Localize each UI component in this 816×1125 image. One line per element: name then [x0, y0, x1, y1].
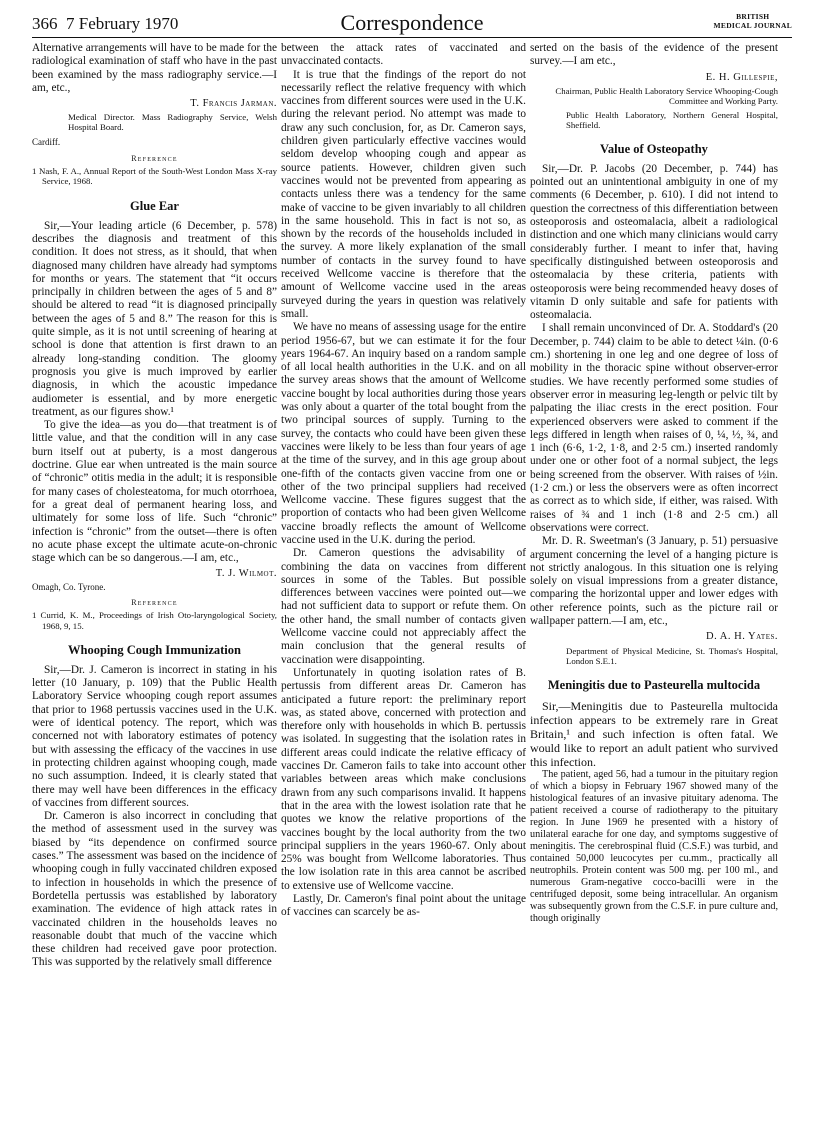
paragraph: serted on the basis of the evidence of the present survey.—I am etc., — [530, 42, 778, 68]
paragraph: It is true that the findings of the report do not necessarily reflect the relative frequency with which vaccines from different sources were used in the U.K. during the relevant period. No attempt was made to draw any such conclusion, for, as Dr. Cameron says, children given particularly effective vaccines would seldom develop whooping cough and appear as source patients. However, children given such vaccines would not be prevented from appearing as contacts unless there was a tendency for the same make of vaccine to be given invariably to all children in the same household. This in fact is not so, as shown by the records of the households included in the survey. A more likely explanation of the small number of contacts in the survey found to have received Wellcome vaccine is therefore that the amount of Wellcome vaccine used in the areas surveyed during the years in question was relatively small. — [281, 68, 526, 320]
journal-name: BRITISH MEDICAL JOURNAL — [713, 12, 792, 30]
page-number-and-date: 366 7 February 1970 — [32, 14, 179, 33]
column-3 — [530, 42, 778, 925]
paragraph: Sir,—Dr. P. Jacobs (20 December, p. 744) has pointed out an unintentional ambiguity in one of my comments (6 December, p. 610). I did not intend to question the correctness of this differentiation between osteoporosis and osteomalacia, albeit a radiological distinction and one which many clinicians would carry considerably further. I meant to infer that, having specifically distinguished between osteoporosis and osteomalacia by these criteria, patients with osteoporosis were being recommended heavy doses of vitamin D only suitable and safe for patients with osteomalacia. — [530, 162, 778, 322]
page-header — [32, 6, 792, 34]
column-1 — [32, 42, 277, 970]
paragraph: I shall remain unconvinced of Dr. A. Stoddard's (20 December, p. 744) claim to be able to detect ¼in. (0·6 cm.) shortening in one leg and one degree of loss of mobility in the thoracic spine without observer-error studies. We have recently performed some studies of observer error in measuring leg-length or pelvic tilt by palpating the iliac crests in the erect position. Four experienced observers were asked to comment if the legs differed in length when raises of 0, ¼, ½, ¾, and 1 inch (6·6, 1·2, 1·8, and 2·5 cm.) inserted randomly under one or other foot of a normal subject, the legs being screened from the observer. With raises of ½in. (1·2 cm.) or less the observers were as often incorrect as correct as to which side, if either, was raised. With raises of ¾ and 1 inch (1·8 and 2·5 cm.) all observations were correct. — [530, 322, 778, 534]
paragraph: To give the idea—as you do—that treatment is of little value, and that the condition will in any case burn itself out at puberty, is a most dangerous doctrine. Glue ear when untreated is the main source of “chronic” otitis media in the adult; it is responsible for many cases of cholesteatoma, for much otorrhoea, for a great deal of permanent hearing loss, and ultimately for some loss of life. Such “chronic” infection is “chronic” from the outset—there is often no acute phase except the ultimate acute-on-chronic stage which can be so dangerous.—I am, etc., — [32, 419, 277, 565]
paragraph: Sir,—Your leading article (6 December, p. 578) describes the diagnosis and treatment of this condition. It does not stress, as it should, that when diagnosed many children have already had symptoms for months or years. The statement that “it occurs principally in children between the ages of 5 and 8” should be altered to read “it is diagnosed principally between the ages of 5 and 8.” The reason for this is quite simple, as it is not until screening of hearing at school is done that attention is first drawn to an already long-standing condition. The gloomy prognosis you give is much improved by earlier diagnosis, in which the acoustic impedance audiometer is essential, and by more energetic treatment, as our figures show.¹ — [32, 219, 277, 418]
header-rule — [32, 37, 792, 38]
paragraph: The patient, aged 56, had a tumour in the pituitary region of which a biopsy in February 1967 showed many of the histological features of an invasive pituitary adenoma. The patient received a course of radiotherapy to the pituitary region. In June 1969 he presented with a history of unilateral earache for one day, and symptoms suggestive of meningitis. The cerebrospinal fluid (C.S.F.) was turbid, and contained 50,000 leucocytes per cu.mm., practically all neutrophils. Protein content was 500 mg. per 100 ml., and numerous Gram-negative cocco-bacilli were in the centrifuged deposit, some being intracellular. An organism was subsequently grown from the C.S.F. in pure culture and, though originally — [530, 768, 778, 924]
paragraph: Sir,—Dr. J. Cameron is incorrect in stating in his letter (10 January, p. 109) that the Public Health Laboratory Service whooping cough report assumes that prior to 1968 pertussis vaccines used in the U.K. were of identical potency. The report, which was concerned not with laboratory estimates of potency but with assessing the efficacy of the vaccines in use in protecting children against whooping cough, made no such assumption. Indeed, it is clearly stated that there may well have been differences in the efficacy of vaccines from different sources. — [32, 663, 277, 809]
reference-heading: Reference — [131, 153, 178, 163]
paragraph: Lastly, Dr. Cameron's final point about the unitage of vaccines can scarcely be as- — [281, 893, 526, 919]
place: Cardiff. — [32, 137, 61, 148]
signature: T. J. Wilmot. — [215, 568, 277, 580]
reference: 1 Nash, F. A., Annual Report of the South-West London Mass X-ray Service, 1968. — [32, 166, 277, 187]
letter-title: Meningitis due to Pasteurella multocida — [547, 677, 761, 692]
affiliation: Medical Director. Mass Radiography Service, Welsh Hospital Board. — [68, 112, 277, 133]
place: Omagh, Co. Tyrone. — [32, 581, 106, 592]
paragraph: Unfortunately in quoting isolation rates of B. pertussis from different areas Dr. Cameron has anticipated a future report: the preliminary report was, as stated above, concerned with protection and therefore only with households in which B. pertussis was isolated. In suggesting that the isolation rates in different areas could indicate the relative efficacy of vaccines Dr. Cameron fails to take into account other variables between areas which make conclusions drawn from any such comparisons invalid. It happens that in the area with the lowest isolation rate that he quotes we know the relative proportions of the vaccines bought by the local authority from the two principal suppliers in the years 1960-67. Only about 25% was bought from Wellcome laboratories. Thus the low isolation rate in this area cannot be ascribed to extensive use of Wellcome vaccine. — [281, 666, 526, 892]
paragraph: Sir,—Meningitis due to Pasteurella multocida infection appears to be extremely rare in Great Britain,¹ and such infection is often fatal. We would like to report an adult patient who survived this infection. — [530, 698, 778, 769]
reference-heading: Reference — [131, 597, 178, 607]
reference: 1 Currid, K. M., Proceedings of Irish Oto-laryngological Society, 1968, 9, 15. — [32, 610, 277, 631]
paragraph: We have no means of assessing usage for the entire period 1956-67, but we can estimate it for the four years 1964-67. An inquiry based on a random sample of all local health authorities in the U.K. and on all the survey areas shows that the amount of Wellcome vaccine bought by local authorities during those years was only about a quarter of the total bought from the two principal sources of supply. Turning to the survey, the contacts who could have been given these vaccines were likely to be less than four years of age at the time of the survey, and in this age group about one-fifth of the contacts given vaccine from one or other of the two principal suppliers had received Wellcome vaccine. These figures suggest that the proportion of contacts who had been given Wellcome vaccine broadly reflects the amount of Wellcome vaccine used in the U.K. during the period. — [281, 321, 526, 546]
signature: T. Francis Jarman. — [190, 98, 277, 110]
paragraph: Dr. Cameron questions the advisability of combining the data on vaccines from different sources in some of the Tables. But possible differences between vaccines were pointed out—we had not sufficient data to support or refute them. On the other hand, the small number of contacts given Wellcome vaccine could not appreciably affect the main conclusion that the general results of vaccination were disappointing. — [281, 547, 526, 666]
section-title: Correspondence — [340, 10, 484, 35]
signature: D. A. H. Yates. — [706, 631, 778, 643]
signature: E. H. Gillespie, — [705, 71, 778, 83]
place: Public Health Laboratory, Northern General Hospital, Sheffield. — [566, 109, 778, 130]
paragraph: Mr. D. R. Sweetman's (3 January, p. 51) persuasive argument concerning the level of a hanging picture is not strictly analogous. In this situation one is relying solely on visual impressions from a greater distance, comparing the horizontal upper and lower edges with other reference points, such as the picture rail or wallpaper pattern.—I am, etc., — [530, 535, 778, 627]
letter-title: Whooping Cough Immunization — [68, 642, 241, 657]
paragraph: between the attack rates of vaccinated and unvaccinated contacts. — [281, 42, 526, 68]
paragraph: Dr. Cameron is also incorrect in concluding that the method of assessment used in the survey was biased by “its dependence on confirmed source cases.” The assessment was based on the incidence of whooping cough in fully vaccinated children exposed to infection in households in which the presence of Bordetella pertussis was established by laboratory examination. The evidence of high attack rates in vaccinated children in the households leaves no reasonable doubt that much of the vaccine which these children had received gave poor protection. This was supported by the relatively small difference — [32, 810, 277, 969]
affiliation: Chairman, Public Health Laboratory Service Whooping-Cough Committee and Working Party. — [555, 85, 778, 106]
affiliation: Department of Physical Medicine, St. Thomas's Hospital, London S.E.1. — [566, 645, 778, 666]
letter-title: Value of Osteopathy — [600, 141, 708, 156]
column-2 — [281, 42, 526, 920]
letter-title: Glue Ear — [130, 198, 179, 213]
paragraph: Alternative arrangements will have to be made for the radiological examination of staff who have in the past been examined by the mass radiography service.—I am, etc., — [32, 42, 277, 94]
